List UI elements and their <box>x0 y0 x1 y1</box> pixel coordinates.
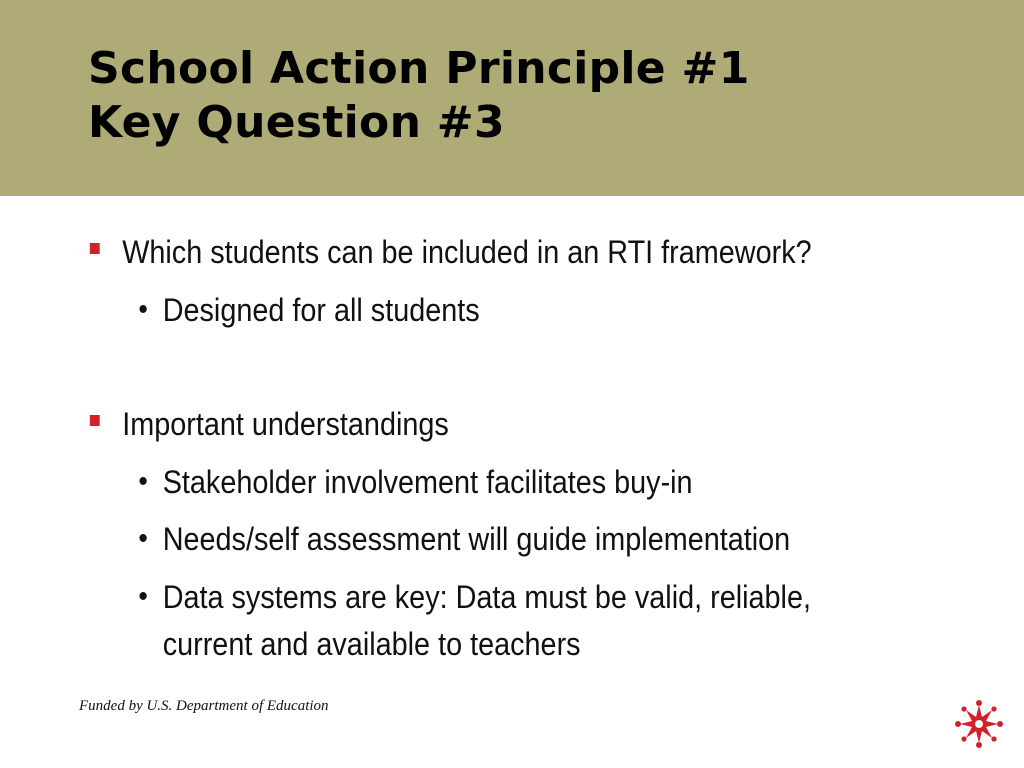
section-2-item-1 <box>88 462 968 502</box>
round-bullet-icon: • <box>138 580 148 613</box>
list-item <box>88 462 880 502</box>
section-2-heading-text: Important understandings <box>122 406 449 442</box>
list-item-text: Stakeholder involvement facilitates buy-in <box>162 464 693 500</box>
section-1-heading <box>88 232 880 272</box>
section-2-item-2 <box>88 519 968 559</box>
section-1-item-1 <box>88 290 968 330</box>
list-item-continuation <box>88 624 880 664</box>
title-line-2: Key Question #3 <box>88 97 505 148</box>
list-item-text: Designed for all students <box>162 292 480 328</box>
section-2-item-3-continued <box>88 624 968 664</box>
funding-footer: Funded by U.S. Department of Education <box>79 698 329 714</box>
square-bullet-icon <box>90 415 100 426</box>
list-item <box>88 290 880 330</box>
round-bullet-icon: • <box>138 465 148 498</box>
section-1-heading-text: Which students can be included in an RTI framework? <box>122 234 812 270</box>
list-item-text: current and available to teachers <box>162 626 581 662</box>
round-bullet-icon: • <box>138 522 148 555</box>
list-item-text: Data systems are key: Data must be valid, reliable, <box>162 579 811 615</box>
square-bullet-icon <box>90 243 100 254</box>
list-item-text: Needs/self assessment will guide implementation <box>162 521 791 557</box>
list-item <box>88 577 880 617</box>
section-2-heading <box>88 404 880 444</box>
section-1 <box>88 232 968 272</box>
list-item <box>88 519 880 559</box>
round-bullet-icon: • <box>138 293 148 326</box>
section-2 <box>88 404 968 444</box>
title-line-1: School Action Principle #1 <box>88 43 750 94</box>
section-2-item-3 <box>88 577 968 617</box>
red-star-burst-logo-icon <box>955 700 1003 748</box>
